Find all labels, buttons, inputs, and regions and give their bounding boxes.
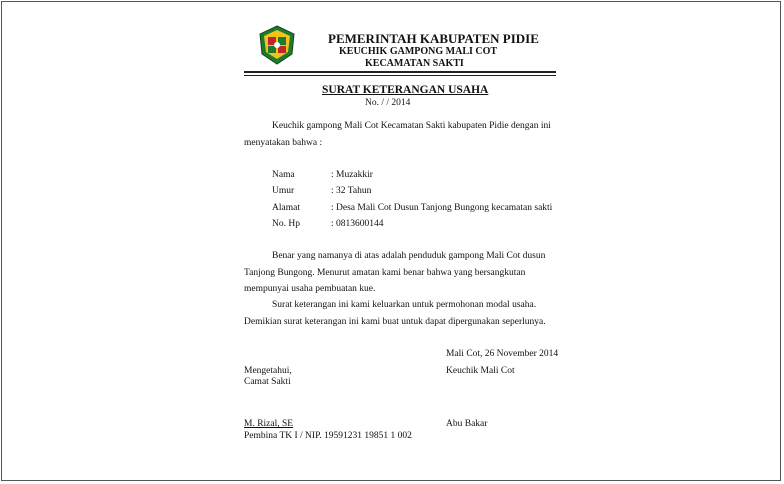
district-head-title: Camat Sakti: [244, 377, 291, 387]
place-date: Mali Cot, 26 November 2014: [446, 349, 559, 359]
paragraph-3: Demikian surat keterangan ini kami buat untuk dapat dipergunakan seperlunya.: [244, 317, 546, 327]
field-value-nama: : Muzakkir: [331, 170, 373, 180]
district-head-name: M. Rizal, SE: [244, 419, 294, 429]
letter-heading: SURAT KETERANGAN USAHA: [322, 84, 489, 96]
field-value-alamat: : Desa Mali Cot Dusun Tanjong Bungong kecamatan sakti: [331, 203, 553, 213]
acknowledged-label: Mengetahui,: [244, 366, 292, 376]
letterhead-title: PEMERINTAH KABUPATEN PIDIE: [328, 31, 539, 46]
letterhead-divider-thin: [244, 75, 556, 76]
regency-emblem-logo: [256, 24, 298, 66]
field-label-umur: Umur: [272, 186, 295, 196]
field-label-hp: No. Hp: [272, 219, 300, 229]
district-head-nip: Pembina TK I / NIP. 19591231 19851 1 002: [244, 431, 412, 441]
document-frame: [1, 1, 781, 481]
field-label-alamat: Alamat: [272, 203, 300, 213]
letterhead-district: KECAMATAN SAKTI: [365, 58, 464, 69]
field-value-hp: : 0813600144: [331, 219, 384, 229]
field-label-nama: Nama: [272, 170, 295, 180]
intro-line-2: menyatakan bahwa :: [244, 138, 323, 148]
letter-number: No. / / 2014: [365, 98, 411, 108]
letterhead-subtitle: KEUCHIK GAMPONG MALI COT: [339, 46, 498, 57]
paragraph-1-line-1: Benar yang namanya di atas adalah penduduk gampong Mali Cot dusun: [272, 251, 546, 261]
field-value-umur: : 32 Tahun: [331, 186, 372, 196]
paragraph-1-line-2: Tanjong Bungong. Menurut amatan kami benar bahwa yang bersangkutan: [244, 268, 526, 278]
intro-line-1: Keuchik gampong Mali Cot Kecamatan Sakti kabupaten Pidie dengan ini: [272, 121, 551, 131]
letterhead-divider-thick: [244, 71, 556, 73]
village-head-name: Abu Bakar: [446, 419, 488, 429]
paragraph-2: Surat keterangan ini kami keluarkan untuk permohonan modal usaha.: [272, 300, 537, 310]
village-head-title: Keuchik Mali Cot: [446, 366, 515, 376]
paragraph-1-line-3: mempunyai usaha pembuatan kue.: [244, 284, 376, 294]
